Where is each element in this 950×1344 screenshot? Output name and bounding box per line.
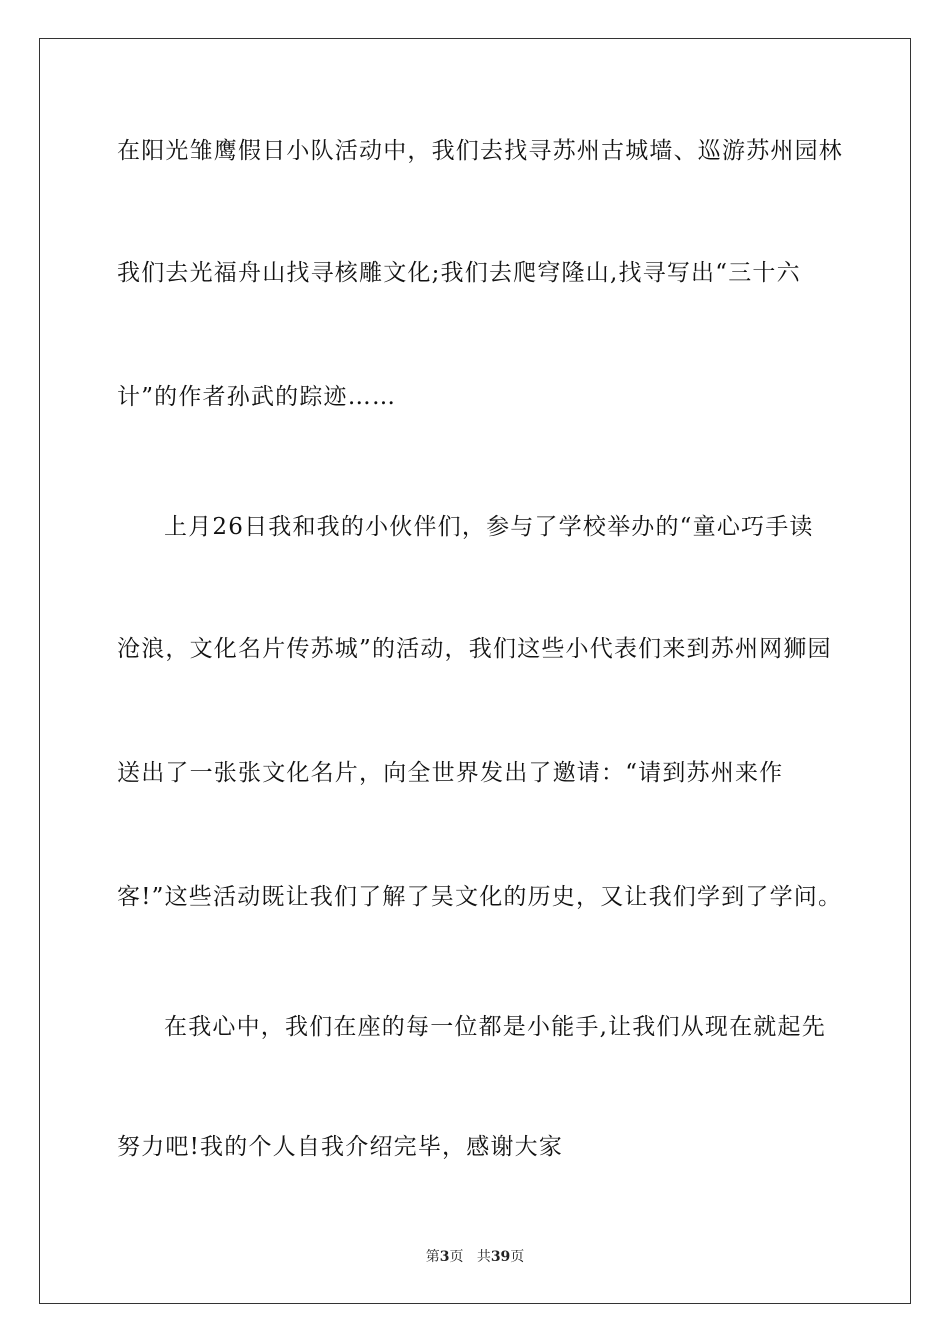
- text-line-9: 努力吧!我的个人自我介绍完毕，感谢大家: [117, 1134, 564, 1160]
- page-suffix: 页: [449, 1249, 464, 1265]
- total-prefix: 共: [476, 1249, 491, 1265]
- text-line-4: 上月26日我和我的小伙伴们，参与了学校举办的“童心巧手读: [164, 514, 814, 540]
- page-frame: [39, 38, 911, 1304]
- text-line-5: 沧浪，文化名片传苏城”的活动，我们这些小代表们来到苏州网狮园: [117, 636, 832, 662]
- text-line-8: 在我心中，我们在座的每一位都是小能手,让我们从现在就起先: [164, 1014, 826, 1040]
- text-line-6: 送出了一张张文化名片，向全世界发出了邀请：“请到苏州来作: [117, 760, 784, 786]
- text-line-7: 客!”这些活动既让我们了解了吴文化的历史，又让我们学到了学问。: [117, 884, 843, 910]
- page-number: 3: [439, 1249, 450, 1265]
- total-suffix: 页: [510, 1249, 525, 1265]
- text-line-2: 我们去光福舟山找寻核雕文化;我们去爬穹隆山,找寻写出“三十六: [117, 260, 801, 286]
- page-prefix: 第: [425, 1249, 440, 1265]
- total-pages: 39: [490, 1249, 511, 1265]
- text-line-1: 在阳光雏鹰假日小队活动中，我们去找寻苏州古城墙、巡游苏州园林: [117, 138, 843, 164]
- text-line-3: 计”的作者孙武的踪迹……: [117, 384, 397, 410]
- page-footer: [0, 1248, 950, 1266]
